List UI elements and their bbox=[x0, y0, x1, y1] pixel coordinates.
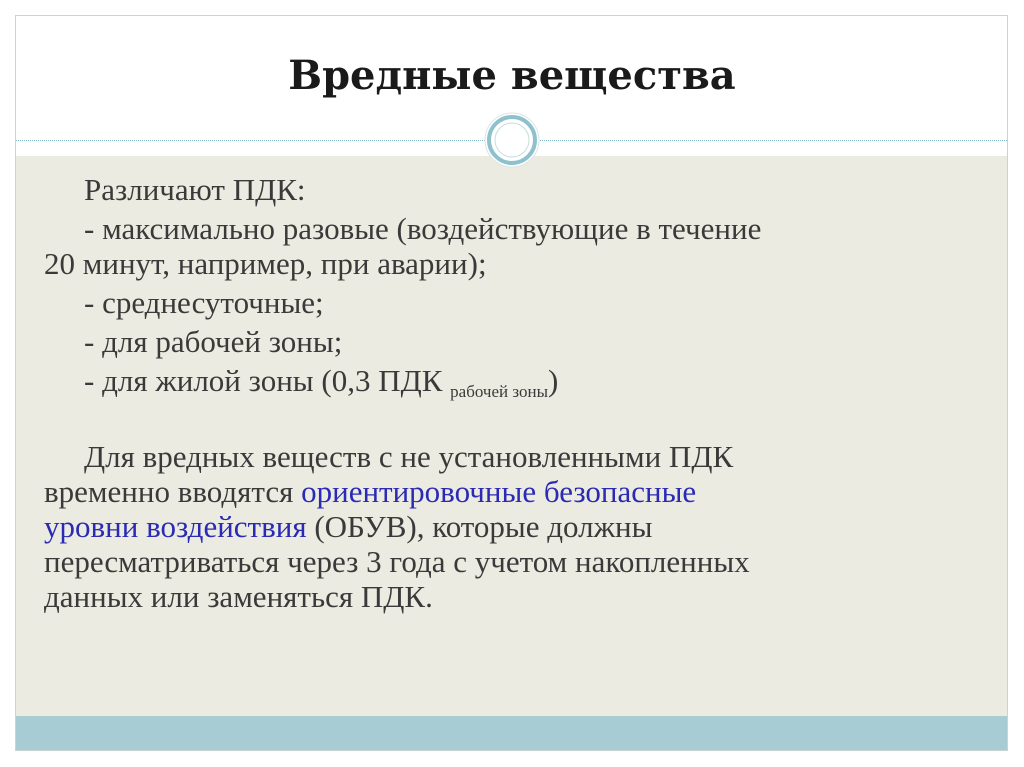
paragraph-line-2-plain: временно вводятся bbox=[44, 474, 294, 509]
list-item-max-single-a: - максимально разовые (воздействующие в течение bbox=[84, 211, 762, 246]
residential-zone-close: ) bbox=[548, 363, 559, 398]
circle-ornament-icon bbox=[484, 112, 540, 168]
paragraph-line-4: пересматриваться через 3 года с учетом накопленных bbox=[44, 544, 750, 579]
highlight-obuv-2: уровни воздействия bbox=[44, 509, 307, 544]
list-item-residential-zone bbox=[44, 363, 964, 409]
slide-title: Вредные вещества bbox=[288, 52, 736, 99]
highlight-obuv-1: ориентировочные безопасные bbox=[301, 474, 697, 509]
paragraph-line-1: Для вредных веществ с не установленными ПДК bbox=[84, 439, 734, 474]
body-text bbox=[44, 172, 964, 614]
paragraph-line-5: данных или заменяться ПДК. bbox=[44, 579, 433, 614]
bottom-bar bbox=[16, 716, 1007, 750]
intro-line: Различают ПДК: bbox=[84, 172, 306, 207]
paragraph-line-3-plain: (ОБУВ), которые должны bbox=[314, 509, 653, 544]
paragraph-line-3 bbox=[44, 509, 964, 544]
list-item-work-zone: - для рабочей зоны; bbox=[84, 324, 343, 359]
residential-zone-text: - для жилой зоны (0,3 ПДК bbox=[84, 363, 443, 398]
subscript-work-zone: рабочей зоны bbox=[450, 382, 549, 401]
paragraph-line-2 bbox=[44, 474, 964, 509]
list-item-daily-average: - среднесуточные; bbox=[84, 285, 324, 320]
list-item-max-single-b: 20 минут, например, при аварии); bbox=[44, 246, 487, 281]
